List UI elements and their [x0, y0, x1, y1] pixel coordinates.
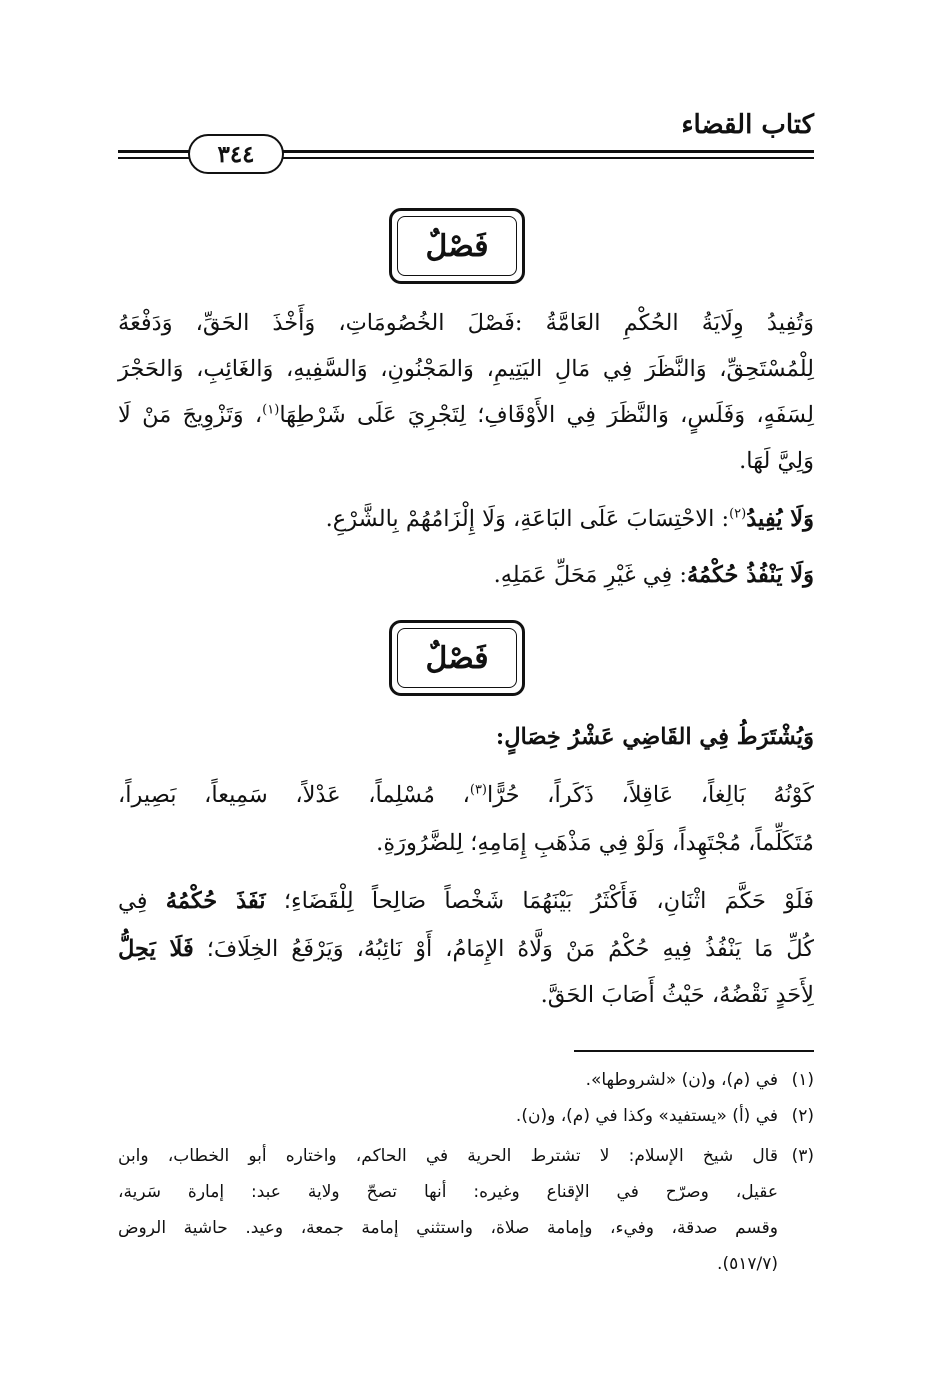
footnote-number: (٢) — [791, 1106, 814, 1126]
text-line — [118, 312, 814, 335]
footnote-text: في (م)، و(ن) «لشروطها». — [585, 1070, 778, 1090]
running-header-title: كتاب القضاء — [681, 110, 814, 140]
bold-phrase: فَلَا يَحِلُّ — [118, 936, 194, 962]
footnote-marker: (٣) — [469, 782, 487, 798]
footnote — [516, 1108, 814, 1125]
footnote-marker: (٢) — [729, 506, 747, 522]
footnote-continuation — [717, 1256, 778, 1273]
paragraph-text: لِأَحَدٍ نَقْضُهُ، حَيْثُ أَصَابَ الحَقَّ. — [540, 982, 814, 1008]
paragraph-text: لِسَفَهٍ، وَفَلَسٍ، وَالنَّظَرَ فِي الأَوْقَافِ؛ لِتَجْرِيَ عَلَى شَرْطِهَا — [279, 402, 814, 428]
paragraph-text: ، مُسْلِماً، عَدْلاً، سَمِيعاً، بَصِيراً، — [118, 782, 470, 808]
footnote-separator — [574, 1050, 814, 1052]
footnote-text: عقيل، وصرّح في الإقناع وغيره: أنها تصحّ ولاية عبد: إمارة سَرية، — [118, 1182, 778, 1202]
footnote — [586, 1072, 814, 1089]
text-line — [496, 726, 814, 749]
footnote-number: (٣) — [791, 1146, 814, 1166]
footnote-text: قال شيخ الإسلام: لا تشترط الحرية في الحاكم، واختاره أبو الخطاب، وابن — [118, 1146, 778, 1166]
footnote-text: (٥١٧/٧). — [717, 1254, 778, 1274]
paragraph-text: : الاحْتِسَابَ عَلَى البَاعَةِ، وَلَا إِلْزَامُهُمْ بِالشَّرْعِ. — [325, 506, 730, 532]
text-line — [376, 832, 814, 855]
section-heading: فَصْلٌ — [397, 628, 517, 688]
paragraph-text: : فِي غَيْرِ مَحَلِّ عَمَلِهِ. — [493, 562, 687, 588]
footnote-continuation — [118, 1184, 778, 1201]
text-line — [118, 358, 814, 381]
bold-lead: وَلَا يُفِيدُ — [746, 506, 814, 532]
text-line — [118, 404, 814, 427]
paragraph-text: فِي — [118, 888, 148, 914]
text-line — [541, 984, 814, 1007]
footnote — [118, 1148, 814, 1165]
text-line — [118, 784, 814, 807]
page-number: ٣٤٤ — [217, 140, 255, 168]
text-line — [118, 938, 814, 961]
text-line — [118, 890, 814, 913]
paragraph-text: لِلْمُسْتَحِقِّ، وَالنَّظَرَ فِي مَالِ اليَتِيمِ، وَالمَجْنُونِ، وَالسَّفِيهِ، وَالغَائِبِ، وَالحَجْرَ — [118, 356, 814, 382]
footnote-continuation — [118, 1220, 778, 1237]
text-line — [739, 450, 814, 473]
section-heading-frame — [389, 620, 525, 696]
footnote-text: وقسم صدقة، وفيء، وإمامة صلاة، واستثني إمامة جمعة، وعيد. حاشية الروض — [118, 1218, 778, 1238]
header-rule-left — [136, 150, 190, 153]
section-heading: فَصْلٌ — [397, 216, 517, 276]
text-line — [494, 564, 814, 587]
paragraph-text: فَلَوْ حَكَّمَ اثْنَانِ، فَأَكْثَرُ بَيْنَهُمَا شَخْصاً صَالِحاً لِلْقَضَاءِ؛ — [283, 888, 815, 914]
paragraph-text: وَلِيَّ لَهَا. — [739, 448, 814, 474]
footnote-marker: (١) — [262, 402, 280, 418]
bold-lead: وَلَا يَنْفُذُ حُكْمُهُ — [686, 562, 814, 588]
section-intro: وَيُشْتَرَطُ فِي القَاضِي عَشْرُ خِصَالٍ: — [495, 724, 814, 750]
header-rule-left-thin — [136, 157, 190, 159]
paragraph-text: وَتُفِيدُ وِلَايَةُ الحُكْمِ العَامَّةُ :فَصْلَ الخُصُومَاتِ، وَأَخْذَ الحَقِّ، وَدَفْعَهُ — [118, 310, 814, 336]
footnote-number: (١) — [791, 1070, 814, 1090]
paragraph-text: مُتَكَلِّماً، مُجْتَهِداً، وَلَوْ فِي مَذْهَبِ إِمَامِهِ؛ لِلضَّرُورَةِ. — [376, 830, 814, 856]
page-number-badge — [188, 134, 284, 174]
text-line — [326, 508, 814, 531]
section-heading-frame — [389, 208, 525, 284]
paragraph-text: ، وَتَزْوِيجَ مَنْ لَا — [118, 402, 263, 428]
paragraph-text: كَوْنُهُ بَالِغاً، عَاقِلاً، ذَكَراً، حُرًّا — [487, 782, 815, 808]
footnote-text: في (أ) «يستفيد» وكذا في (م)، و(ن). — [515, 1106, 778, 1126]
paragraph-text: كُلِّ مَا يَنْفُذُ فِيهِ حُكْمُ مَنْ وَلَّاهُ الإِمَامُ، أَوْ نَائِبُهُ، وَيَرْفَعُ الخِلَافَ؛ — [206, 936, 815, 962]
bold-phrase: نَفَذَ حُكْمُهُ — [165, 888, 266, 914]
